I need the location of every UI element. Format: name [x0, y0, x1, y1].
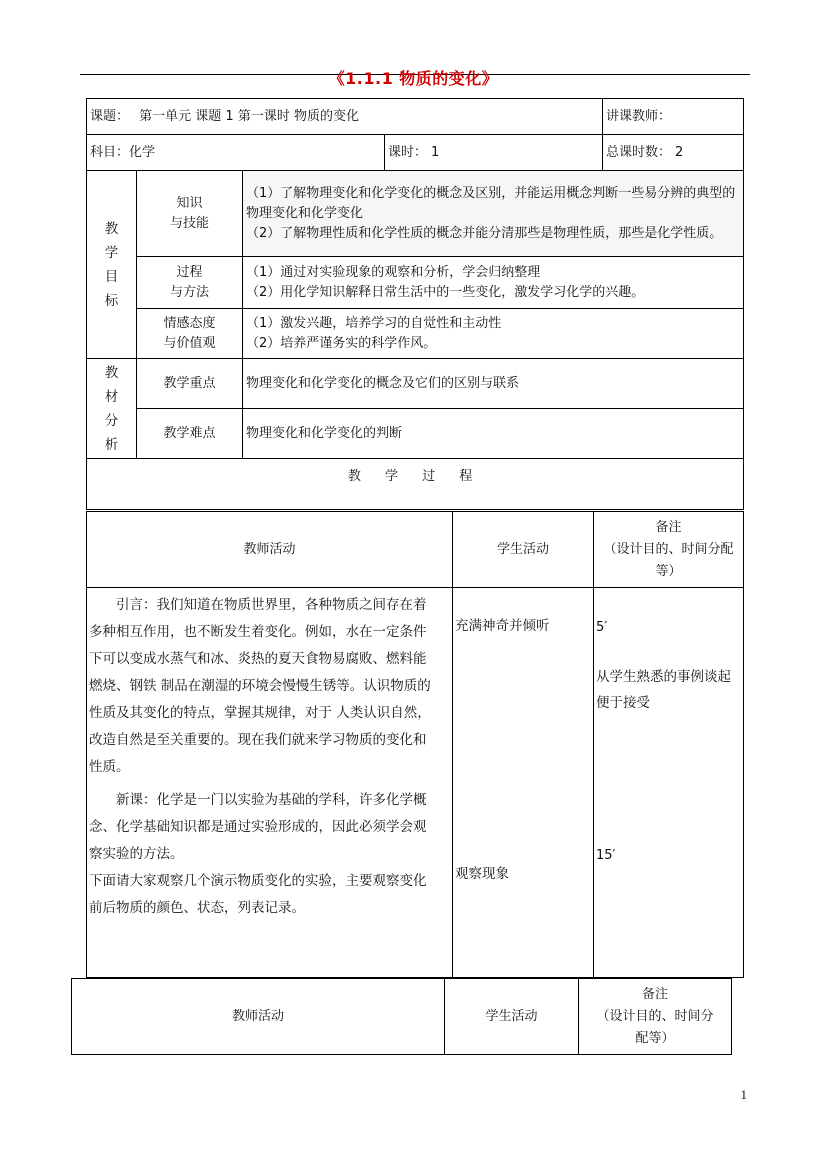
- process-label: 教 学 过 程: [87, 459, 744, 510]
- total-label: 总课时数：: [606, 144, 672, 160]
- lesson-info-table: [86, 98, 744, 510]
- objective-items-attitude: （1）激发兴趣，培养学习的自觉性和主动性 （2）培养严谨务实的科学作风。: [243, 309, 744, 359]
- text-line: 下面请大家观察几个演示物质变化的实验，主要观察变化: [89, 873, 427, 889]
- student-activity-2: 观察现象: [455, 866, 509, 882]
- col-header-student: 学生活动: [445, 979, 579, 1055]
- text-line: 念、化学基础知识都是通过实验形成的，因此必须学会观: [89, 819, 427, 835]
- topic-label: 课题：: [90, 108, 130, 124]
- period-value: 1: [431, 144, 440, 160]
- difficult-point-label: 教学难点: [137, 409, 243, 459]
- col-header-student: 学生活动: [453, 512, 594, 588]
- teacher-activity-cell: [87, 588, 453, 978]
- topic-cell: [87, 99, 603, 135]
- text-line: 多种相互作用，也不断发生着变化。例如，水在一定条件: [89, 624, 427, 640]
- text-line: 前后物质的颜色、状态，列表记录。: [89, 900, 305, 916]
- total-value: 2: [675, 144, 684, 160]
- objective-category-attitude: 情感态度 与价值观: [137, 309, 243, 359]
- subject-value: 化学: [129, 144, 156, 160]
- objective-category-process: 过程 与方法: [137, 257, 243, 309]
- text-line: 性质及其变化的特点，掌握其规律，对于 人类认识自然，: [89, 705, 431, 721]
- key-point-value: 物理变化和化学变化的概念及它们的区别与联系: [243, 359, 744, 409]
- analysis-label: 教 材 分 析: [87, 359, 137, 459]
- objective-items-process: （1）通过对实验现象的观察和分析，学会归纳整理 （2）用化学知识解释日常生活中的一些变化，激发学习化学的兴趣。: [243, 257, 744, 309]
- text-line: 燃烧、钢铁 制品在潮湿的环境会慢慢生锈等。认识物质的: [89, 678, 431, 694]
- col-header-notes: 备注 （设计目的、时间分配 等）: [594, 512, 744, 588]
- student-activity-cell: [453, 588, 594, 978]
- col-header-notes: 备注 （设计目的、时间分 配等）: [579, 979, 732, 1055]
- note-time-1: 5′: [596, 620, 608, 635]
- teacher-cell: [603, 99, 744, 135]
- key-point-label: 教学重点: [137, 359, 243, 409]
- objective-items-knowledge: （1）了解物理变化和化学变化的概念及区别，并能运用概念判断一些易分辨的典型的物理变化和化学变化 （2）了解物理性质和化学性质的概念并能分清那些是物理性质，那些是化学性质。: [243, 171, 744, 257]
- objective-category-knowledge: 知识 与技能: [137, 171, 243, 257]
- process-table: [86, 511, 744, 978]
- notes-cell: [594, 588, 744, 978]
- text-line: 引言：我们知道在物质世界里，各种物质之间存在着: [116, 597, 427, 613]
- period-cell: [385, 135, 603, 171]
- period-label: 课时：: [388, 144, 428, 160]
- page-title: 《1.1.1 物质的变化》: [328, 69, 499, 88]
- page-number: 1: [740, 1087, 747, 1102]
- text-line: 下可以变成水蒸气和冰、炎热的夏天食物易腐败、燃料能: [89, 651, 427, 667]
- col-header-teacher: 教师活动: [72, 979, 445, 1055]
- subject-label: 科目：: [90, 144, 130, 160]
- total-period-cell: [603, 135, 744, 171]
- topic-value: 第一单元 课题 1 第一课时 物质的变化: [139, 108, 359, 124]
- objectives-label: 教 学 目 标: [87, 171, 137, 359]
- note-reason: 从学生熟悉的事例谈起 便于接受: [596, 669, 731, 711]
- col-header-teacher: 教师活动: [87, 512, 453, 588]
- text-line: 性质。: [89, 759, 130, 775]
- text-line: 察实验的方法。: [89, 846, 184, 862]
- text-line: 改造自然是至关重要的。现在我们就来学习物质的变化和: [89, 732, 427, 748]
- text-line: 新课：化学是一门以实验为基础的学科，许多化学概: [116, 792, 427, 808]
- note-time-2: 15′: [596, 848, 616, 863]
- continuation-header-table: [71, 978, 732, 1055]
- student-activity-1: 充满神奇并倾听: [455, 618, 550, 634]
- difficult-point-value: 物理变化和化学变化的判断: [243, 409, 744, 459]
- subject-cell: [87, 135, 385, 171]
- teacher-label: 讲课教师：: [606, 108, 672, 124]
